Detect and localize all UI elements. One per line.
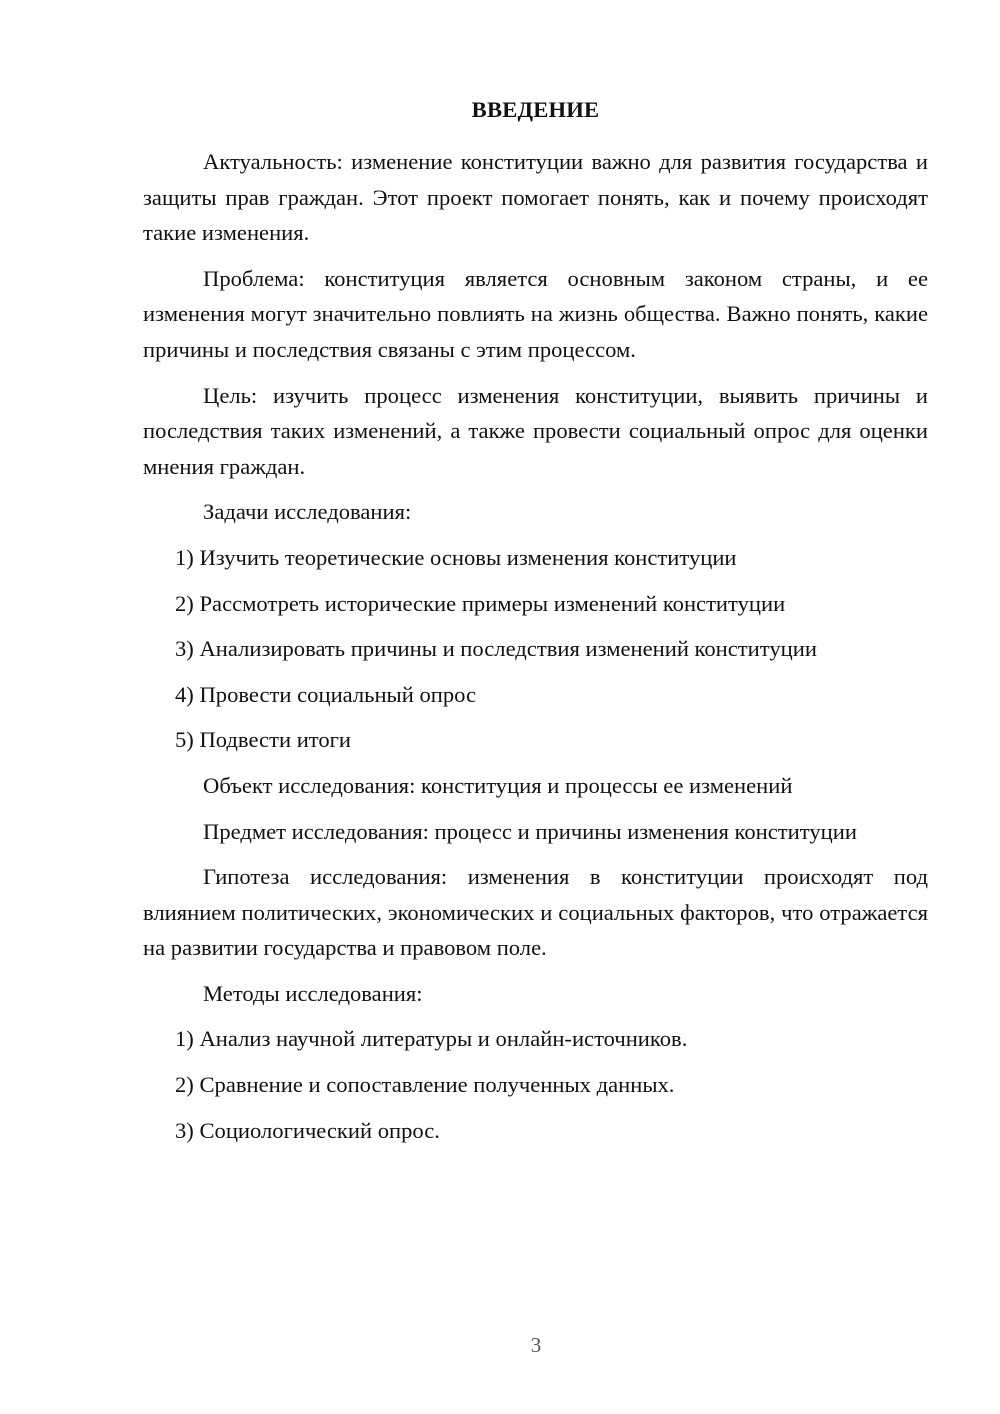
method-item-3: 3) Социологический опрос. (175, 1117, 440, 1143)
page-body (143, 92, 928, 1158)
section-heading: ВВЕДЕНИЕ (471, 97, 600, 122)
methods-label: Методы исследования: (203, 980, 423, 1006)
page-number: 3 (530, 1333, 542, 1357)
goal-paragraph: Цель: изучить процесс изменения конституции, выявить причины и последствия таких изменений, а также провести социальный опрос для оценки мнения граждан. (143, 382, 928, 479)
task-item-3: 3) Анализировать причины и последствия изменений конституции (175, 636, 817, 662)
method-item-2: 2) Сравнение и сопоставление полученных данных. (175, 1072, 675, 1098)
tasks-label: Задачи исследования: (203, 499, 412, 525)
relevance-paragraph: Актуальность: изменение конституции важно для развития государства и защиты прав граждан. Этот проект помогает понять, как и почему происходят такие изменения. (143, 149, 928, 246)
task-item-1: 1) Изучить теоретические основы изменения конституции (175, 544, 737, 570)
object-line: Объект исследования: конституция и процессы ее изменений (203, 772, 793, 798)
task-item-2: 2) Рассмотреть исторические примеры изменений конституции (175, 590, 786, 616)
task-item-5: 5) Подвести итоги (175, 727, 352, 753)
problem-paragraph: Проблема: конституция является основным законом страны, и ее изменения могут значительно повлиять на жизнь общества. Важно понять, какие причины и последствия связаны с этим процессом. (143, 265, 928, 362)
hypothesis-paragraph: Гипотеза исследования: изменения в конституции происходят под влиянием политических, экономических и социальных факторов, что отражается на развитии государства и правовом поле. (143, 864, 928, 961)
task-item-4: 4) Провести социальный опрос (175, 681, 477, 707)
subject-line: Предмет исследования: процесс и причины изменения конституции (203, 818, 857, 844)
method-item-1: 1) Анализ научной литературы и онлайн-источников. (175, 1026, 688, 1052)
